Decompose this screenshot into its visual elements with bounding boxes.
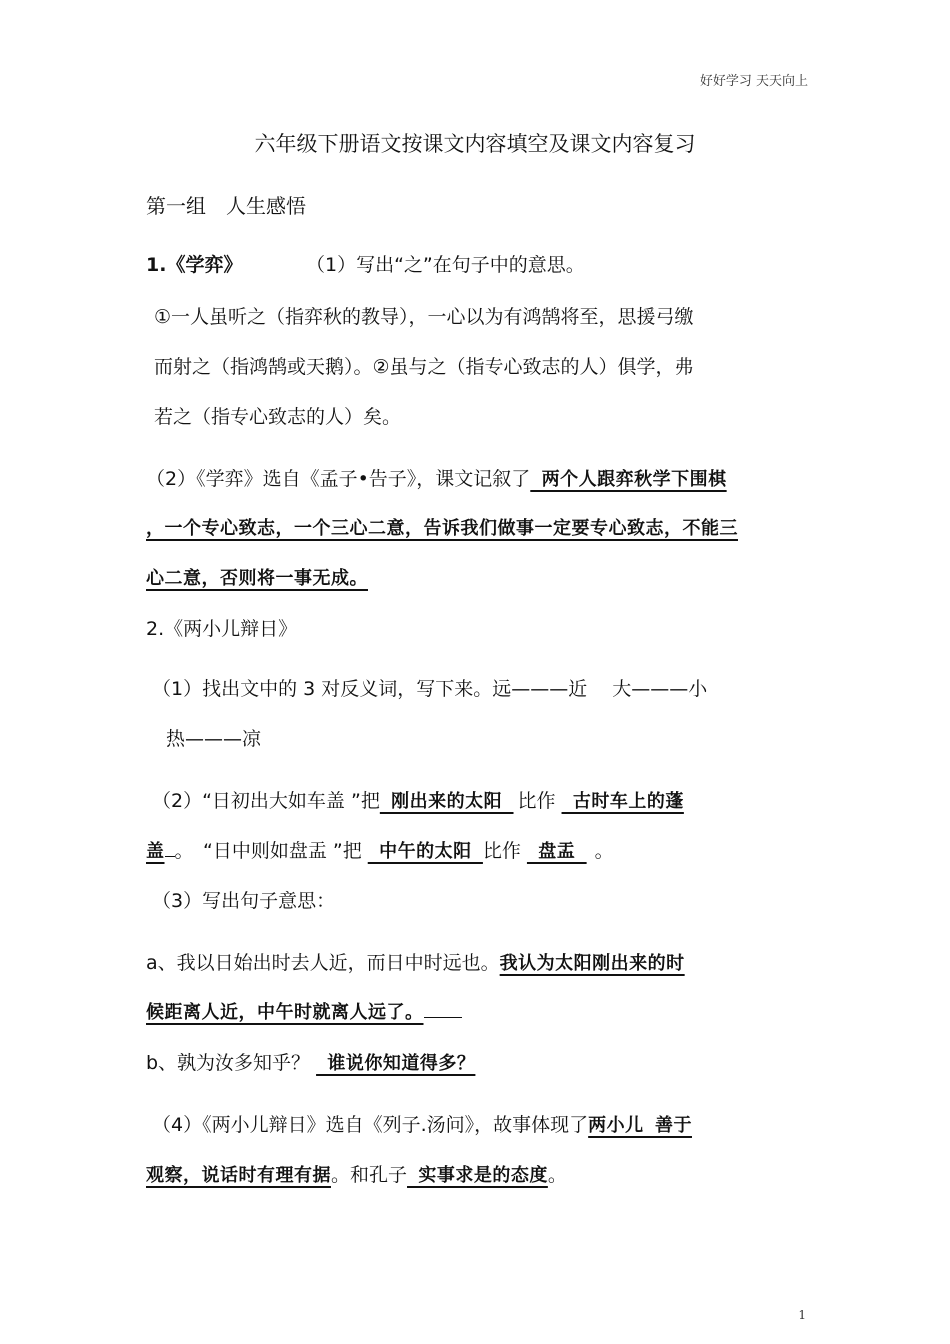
q2-sub2-row2 (146, 836, 614, 863)
q1-sub1-line1: ①一人虽听之（指弈秋的教导），一心以为有鸿鹄将至，思援弓缴 (154, 306, 694, 328)
q1-sub1-line3: 若之（指专心致志的人）矣。 (154, 406, 402, 428)
q2-heading: 2.《两小儿辩日》 (146, 618, 298, 640)
q1-heading-row (146, 250, 242, 277)
section-heading: 第一组 人生感悟 (146, 194, 306, 218)
q2-sub2-blank-1 (165, 856, 175, 857)
q2-sub2-row1 (152, 786, 684, 813)
q2-sub2-answer-1: 刚出来的太阳 (379, 791, 514, 812)
q2-a-blank (424, 1017, 462, 1018)
q2-sub4-answer-3: 实事求是的态度 (407, 1165, 548, 1186)
q2-sub2-answer-3: 盖 (146, 841, 165, 862)
q1-sub2-row3 (146, 564, 368, 590)
q2-sub3-prompt: （3）写出句子意思： (152, 890, 336, 912)
q2-sub2-text-d: 比作 (482, 840, 521, 862)
q2-sub2-text-e: 。 (594, 840, 614, 862)
q2-sub2-answer-4: 中午的太阳 (367, 841, 483, 862)
q2-b-row (146, 1048, 475, 1075)
q2-sub2-text-b: 比作 (517, 790, 556, 812)
q2-a-row1 (146, 948, 685, 975)
q2-a-answer-2: 候距离人近，中午时就离人远了。 (146, 1002, 424, 1023)
q2-sub4-row1 (152, 1110, 692, 1137)
q2-b-text: b、孰为汝多知乎？ (146, 1052, 311, 1074)
q2-sub2-answer-2: 古时车上的蓬 (561, 791, 684, 812)
q2-a-row2 (146, 998, 462, 1024)
q2-sub1-line2: 热———凉 (166, 728, 262, 750)
q2-sub2-text-c: 。 “日中则如盘盂 ”把 (174, 840, 362, 862)
q2-sub4-text-a: （4）《两小儿辩日》选自《列子.汤问》，故事体现了 (152, 1114, 589, 1136)
q2-sub4-text-b: 。和孔子 (331, 1164, 408, 1186)
q2-sub2-answer-5: 盘盂 (526, 841, 587, 862)
q1-sub2-row (146, 464, 727, 491)
page-number: 1 (798, 1308, 806, 1322)
q1-sub1-prompt: （1）写出“之”在句子中的意思。 (306, 254, 585, 276)
q2-sub2-text-a: （2）“日初出大如车盖 ”把 (152, 790, 380, 812)
q1-sub2-prompt: （2）《学弈》选自《孟子•告子》，课文记叙了 (146, 468, 531, 490)
q2-sub4-row2 (146, 1160, 567, 1187)
header-motto: 好好学习 天天向上 (699, 74, 808, 89)
q1-sub2-answer-2: ，一个专心致志，一个三心二意，告诉我们做事一定要专心致志，不能三 (146, 518, 738, 539)
q2-sub4-text-c: 。 (547, 1164, 567, 1186)
q1-sub1-line2: 而射之（指鸿鹄或天鹅）。②虽与之（指专心致志的人）俱学，弗 (154, 356, 694, 378)
page-title: 六年级下册语文按课文内容填空及课文内容复习 (254, 132, 696, 156)
q2-sub1-line1: （1）找出文中的 3 对反义词，写下来。远———近 大———小 (152, 678, 708, 700)
q2-sub4-answer-1: 两小儿 善于 (588, 1115, 692, 1136)
q1-heading: 1.《学弈》 (146, 254, 243, 276)
q1-sub2-answer-3: 心二意，否则将一事无成。 (146, 568, 368, 589)
q1-sub2-row2 (146, 514, 738, 540)
q2-a-text: a、我以日始出时去人近，而日中时远也。 (146, 952, 500, 974)
q2-b-answer: 谁说你知道得多？ (316, 1053, 476, 1074)
q2-sub4-answer-2: 观察，说话时有理有据 (146, 1165, 331, 1186)
q2-a-answer-1: 我认为太阳刚出来的时 (499, 953, 685, 974)
q1-sub2-answer-1: 两个人跟弈秋学下围棋 (530, 469, 727, 490)
